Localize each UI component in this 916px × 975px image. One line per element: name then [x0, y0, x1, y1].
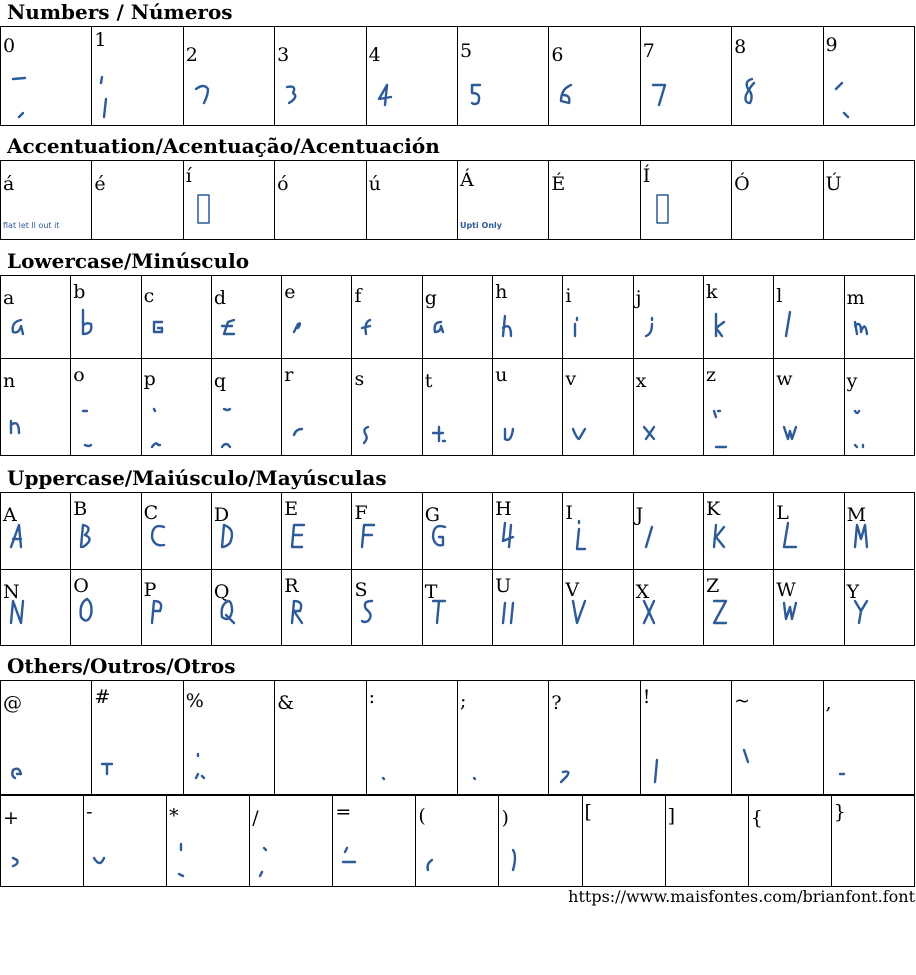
char-label: G [424, 504, 440, 526]
handwritten-glyph-icon [499, 405, 559, 453]
char-label: k [705, 281, 718, 303]
handwritten-glyph-icon [851, 519, 911, 567]
glyph-cell [71, 276, 141, 359]
glyph-cell [1, 570, 71, 646]
char-label: & [277, 692, 295, 714]
handwritten-glyph-icon [339, 836, 399, 884]
char-label: # [94, 686, 111, 708]
glyph-cell [282, 276, 352, 359]
glyph-cell [549, 161, 640, 240]
handwritten-glyph-icon [851, 308, 911, 356]
uppercase-row-1 [1, 493, 915, 570]
handwritten-glyph-icon [288, 405, 348, 453]
char-label: b [73, 281, 86, 303]
handwritten-glyph-icon [77, 595, 137, 643]
handwritten-glyph-icon [358, 405, 418, 453]
char-label: ú [368, 173, 381, 195]
char-label: J [635, 504, 644, 526]
handwritten-glyph-icon [218, 595, 278, 643]
char-label: f [354, 285, 362, 307]
glyph-cell [563, 570, 633, 646]
handwritten-glyph-icon [555, 744, 615, 792]
glyph-cell [84, 796, 167, 887]
handwritten-glyph-icon [738, 75, 798, 123]
char-label: 2 [185, 44, 198, 66]
glyph-cell [352, 359, 422, 456]
char-label: o [73, 364, 85, 386]
char-label: c [143, 285, 155, 307]
glyph-cell [1, 796, 84, 887]
handwritten-glyph-icon [499, 595, 559, 643]
handwritten-glyph-icon [148, 308, 208, 356]
handwritten-glyph-icon [190, 75, 250, 123]
char-label: P [143, 579, 157, 601]
glyph-cell [1, 161, 92, 240]
handwritten-glyph-icon [569, 308, 629, 356]
glyph-cell [640, 161, 731, 240]
glyph-cell [92, 27, 183, 126]
glyph-cell [823, 27, 914, 126]
glyph-cell [823, 161, 914, 240]
glyph-cell [640, 681, 731, 795]
handwritten-glyph-icon [218, 308, 278, 356]
others-row-2 [1, 796, 915, 887]
glyph-cell [703, 493, 773, 570]
char-label: ; [459, 690, 467, 712]
glyph-cell [563, 493, 633, 570]
glyph-cell [1, 359, 71, 456]
handwritten-glyph-icon [499, 519, 559, 567]
handwritten-glyph-icon [218, 519, 278, 567]
char-label: 7 [642, 40, 655, 62]
handwritten-glyph-icon [499, 308, 559, 356]
uppercase-row-2 [1, 570, 915, 646]
char-label: u [495, 364, 508, 386]
handwritten-glyph-icon [738, 744, 798, 792]
glyph-cell [665, 796, 748, 887]
char-label: n [3, 370, 16, 392]
handwritten-glyph-icon [7, 405, 67, 453]
handwritten-glyph-icon [780, 595, 840, 643]
glyph-cell [844, 493, 914, 570]
char-label: Í [642, 165, 651, 187]
glyph-cell [633, 493, 703, 570]
char-label: ) [501, 807, 509, 829]
glyph-cell [141, 359, 211, 456]
glyph-cell [774, 493, 844, 570]
glyph-cell [774, 276, 844, 359]
glyph-cell [457, 161, 548, 240]
glyph-cell [493, 276, 563, 359]
glyph-cell [275, 681, 366, 795]
section-title-others: Others/Outros/Otros [7, 654, 236, 678]
char-label: T [424, 581, 438, 603]
char-label: V [565, 579, 580, 601]
char-label: - [86, 801, 93, 823]
char-label: 3 [277, 44, 290, 66]
glyph-cell [141, 276, 211, 359]
handwritten-glyph-icon [780, 308, 840, 356]
char-label: z [705, 364, 716, 386]
glyph-cell [1, 276, 71, 359]
glyph-cell [493, 359, 563, 456]
section-title-lowercase: Lowercase/Minúsculo [7, 249, 250, 273]
glyph-cell [366, 161, 457, 240]
handwritten-glyph-icon [429, 308, 489, 356]
char-label: K [705, 498, 721, 520]
section-title-uppercase: Uppercase/Maiúsculo/Mayúsculas [7, 466, 387, 490]
glyph-cell [703, 359, 773, 456]
handwritten-glyph-icon [98, 744, 158, 792]
glyph-cell [141, 570, 211, 646]
glyph-sample-text: flat let ll out it [3, 221, 60, 230]
char-label: E [284, 498, 299, 520]
glyph-cell [774, 359, 844, 456]
handwritten-glyph-icon [647, 744, 707, 792]
handwritten-glyph-icon [851, 405, 911, 453]
char-label: s [354, 368, 365, 390]
char-label: g [424, 287, 437, 309]
glyph-cell [275, 27, 366, 126]
char-label: 1 [94, 29, 107, 51]
char-label: ó [277, 173, 289, 195]
handwritten-glyph-icon [464, 75, 524, 123]
char-label: I [565, 502, 573, 524]
glyph-cell [703, 276, 773, 359]
handwritten-glyph-icon [288, 519, 348, 567]
handwritten-glyph-icon [281, 75, 341, 123]
lowercase-grid [0, 275, 915, 456]
char-label: í [185, 165, 192, 187]
char-label: H [495, 498, 512, 520]
glyph-cell [732, 161, 823, 240]
char-label: } [833, 801, 846, 823]
char-label: / [252, 807, 259, 829]
handwritten-glyph-icon [148, 595, 208, 643]
glyph-cell [633, 570, 703, 646]
missing-glyph-icon [190, 189, 250, 237]
char-label: a [3, 287, 15, 309]
glyph-cell [92, 161, 183, 240]
handwritten-glyph-icon [569, 519, 629, 567]
glyph-cell [250, 796, 333, 887]
handwritten-glyph-icon [98, 75, 158, 123]
handwritten-glyph-icon [429, 595, 489, 643]
char-label: Y [846, 581, 860, 603]
handwritten-glyph-icon [505, 836, 565, 884]
glyph-cell [422, 493, 492, 570]
handwritten-glyph-icon [373, 744, 433, 792]
char-label: d [213, 287, 227, 309]
char-label: C [143, 502, 159, 524]
handwritten-glyph-icon [7, 519, 67, 567]
char-label: 9 [825, 34, 838, 56]
glyph-cell [282, 359, 352, 456]
glyph-cell [275, 161, 366, 240]
handwritten-glyph-icon [173, 836, 233, 884]
others-row-1 [1, 681, 915, 795]
char-label: A [3, 504, 17, 526]
char-label: É [551, 173, 566, 195]
handwritten-glyph-icon [780, 405, 840, 453]
glyph-cell [167, 796, 250, 887]
handwritten-glyph-icon [464, 744, 524, 792]
char-label: Ó [734, 173, 750, 195]
glyph-cell [71, 493, 141, 570]
glyph-cell [823, 681, 914, 795]
glyph-cell [1, 27, 92, 126]
glyph-cell [549, 681, 640, 795]
char-label: x [635, 370, 647, 392]
glyph-sample-text: Upti Only [459, 221, 502, 230]
glyph-cell [422, 276, 492, 359]
glyph-cell [549, 27, 640, 126]
char-label: 0 [3, 35, 16, 57]
glyph-cell [633, 276, 703, 359]
glyph-cell [282, 493, 352, 570]
handwritten-glyph-icon [77, 405, 137, 453]
glyph-cell [282, 570, 352, 646]
char-label: ! [642, 686, 651, 708]
char-label: w [776, 368, 793, 390]
glyph-cell [457, 681, 548, 795]
handwritten-glyph-icon [429, 405, 489, 453]
char-label: Á [459, 169, 474, 191]
handwritten-glyph-icon [256, 836, 316, 884]
handwritten-glyph-icon [218, 405, 278, 453]
glyph-cell [183, 161, 274, 240]
handwritten-glyph-icon [77, 308, 137, 356]
handwritten-glyph-icon [7, 836, 67, 884]
handwritten-glyph-icon [148, 519, 208, 567]
glyph-cell [1, 493, 71, 570]
handwritten-glyph-icon [710, 405, 770, 453]
source-url[interactable]: https://www.maisfontes.com/brianfont.font [568, 887, 915, 906]
glyph-cell [493, 570, 563, 646]
handwritten-glyph-icon [373, 75, 433, 123]
char-label: l [776, 285, 783, 307]
handwritten-glyph-icon [780, 519, 840, 567]
char-label: % [185, 690, 204, 712]
accents-grid [0, 160, 915, 240]
char-label: O [73, 575, 89, 597]
glyph-cell [183, 681, 274, 795]
char-label: 4 [368, 44, 381, 66]
glyph-cell [732, 681, 823, 795]
glyph-cell [211, 276, 281, 359]
handwritten-glyph-icon [190, 744, 250, 792]
char-label: + [3, 807, 19, 829]
glyph-cell [703, 570, 773, 646]
char-label: Ú [825, 173, 842, 195]
glyph-cell [633, 359, 703, 456]
char-label: ? [551, 692, 562, 714]
handwritten-glyph-icon [710, 595, 770, 643]
handwritten-glyph-icon [640, 519, 700, 567]
glyph-cell [563, 276, 633, 359]
char-label: ~ [734, 690, 751, 712]
glyph-cell [141, 493, 211, 570]
handwritten-glyph-icon [851, 595, 911, 643]
char-label: Q [213, 581, 230, 603]
glyph-cell [71, 359, 141, 456]
char-label: , [825, 692, 832, 714]
uppercase-grid [0, 492, 915, 646]
char-label: B [73, 498, 88, 520]
char-label: [ [584, 801, 592, 823]
handwritten-glyph-icon [7, 308, 67, 356]
char-label: R [284, 575, 299, 597]
handwritten-glyph-icon [288, 308, 348, 356]
glyph-cell [352, 570, 422, 646]
handwritten-glyph-icon [358, 308, 418, 356]
handwritten-glyph-icon [7, 744, 67, 792]
char-label: t [424, 370, 433, 392]
char-label: N [3, 581, 20, 603]
handwritten-glyph-icon [710, 308, 770, 356]
char-label: v [565, 368, 577, 390]
glyph-cell [844, 276, 914, 359]
glyph-cell [183, 27, 274, 126]
glyph-cell [774, 570, 844, 646]
glyph-cell [211, 570, 281, 646]
char-label: U [495, 575, 512, 597]
glyph-cell [92, 681, 183, 795]
char-label: á [3, 173, 15, 195]
char-label: i [565, 285, 572, 307]
glyph-cell [366, 27, 457, 126]
glyph-cell [333, 796, 416, 887]
glyph-cell [352, 493, 422, 570]
char-label: S [354, 579, 368, 601]
glyph-cell [422, 359, 492, 456]
glyph-cell [582, 796, 665, 887]
glyph-cell [1, 681, 92, 795]
glyph-cell [732, 27, 823, 126]
lowercase-row-1 [1, 276, 915, 359]
char-label: * [169, 805, 179, 827]
glyph-cell [352, 276, 422, 359]
others-grid-2 [0, 795, 915, 887]
char-label: F [354, 502, 368, 524]
char-label: D [213, 504, 230, 526]
glyph-cell [493, 493, 563, 570]
section-title-accents: Accentuation/Acentuação/Acentuación [7, 134, 440, 158]
char-label: e [284, 281, 296, 303]
handwritten-glyph-icon [569, 595, 629, 643]
handwritten-glyph-icon [77, 519, 137, 567]
char-label: @ [3, 692, 22, 714]
char-label: h [495, 281, 508, 303]
char-label: é [94, 173, 106, 195]
glyph-cell [211, 493, 281, 570]
char-label: y [846, 370, 858, 392]
char-label: { [750, 807, 763, 829]
handwritten-glyph-icon [148, 405, 208, 453]
glyph-cell [211, 359, 281, 456]
char-label: q [213, 370, 227, 392]
glyph-cell [563, 359, 633, 456]
glyph-cell [457, 27, 548, 126]
handwritten-glyph-icon [640, 308, 700, 356]
glyph-cell [640, 27, 731, 126]
glyph-cell [422, 570, 492, 646]
handwritten-glyph-icon [555, 75, 615, 123]
char-label: W [776, 579, 796, 601]
glyph-cell [844, 570, 914, 646]
handwritten-glyph-icon [647, 75, 707, 123]
char-label: = [335, 801, 352, 823]
char-label: L [776, 502, 789, 524]
others-grid-1 [0, 680, 915, 795]
numbers-grid [0, 26, 915, 126]
handwritten-glyph-icon [288, 595, 348, 643]
handwritten-glyph-icon [422, 836, 482, 884]
handwritten-glyph-icon [640, 405, 700, 453]
char-label: ( [418, 805, 426, 827]
handwritten-glyph-icon [830, 75, 890, 123]
glyph-cell [831, 796, 914, 887]
glyph-cell [748, 796, 831, 887]
glyph-cell [416, 796, 499, 887]
handwritten-glyph-icon [7, 75, 67, 123]
handwritten-glyph-icon [830, 744, 890, 792]
char-label: X [635, 581, 650, 603]
handwritten-glyph-icon [358, 595, 418, 643]
glyph-cell [71, 570, 141, 646]
glyph-cell [499, 796, 582, 887]
char-label: m [846, 287, 865, 309]
handwritten-glyph-icon [429, 519, 489, 567]
handwritten-glyph-icon [640, 595, 700, 643]
handwritten-glyph-icon [7, 595, 67, 643]
char-label: 5 [459, 40, 473, 62]
handwritten-glyph-icon [710, 519, 770, 567]
char-label: j [635, 287, 642, 309]
handwritten-glyph-icon [90, 836, 150, 884]
char-label: r [284, 364, 294, 386]
glyph-cell [844, 359, 914, 456]
char-label: M [846, 504, 867, 526]
lowercase-row-2 [1, 359, 915, 456]
char-label: p [143, 368, 156, 390]
char-label: 8 [734, 36, 747, 58]
char-label: Z [705, 575, 720, 597]
char-label: 6 [551, 44, 564, 66]
glyph-cell [366, 681, 457, 795]
char-label: : [368, 686, 375, 708]
handwritten-glyph-icon [358, 519, 418, 567]
missing-glyph-icon [647, 189, 707, 237]
section-title-numbers: Numbers / Números [7, 0, 233, 24]
handwritten-glyph-icon [569, 405, 629, 453]
char-label: ] [667, 805, 676, 827]
